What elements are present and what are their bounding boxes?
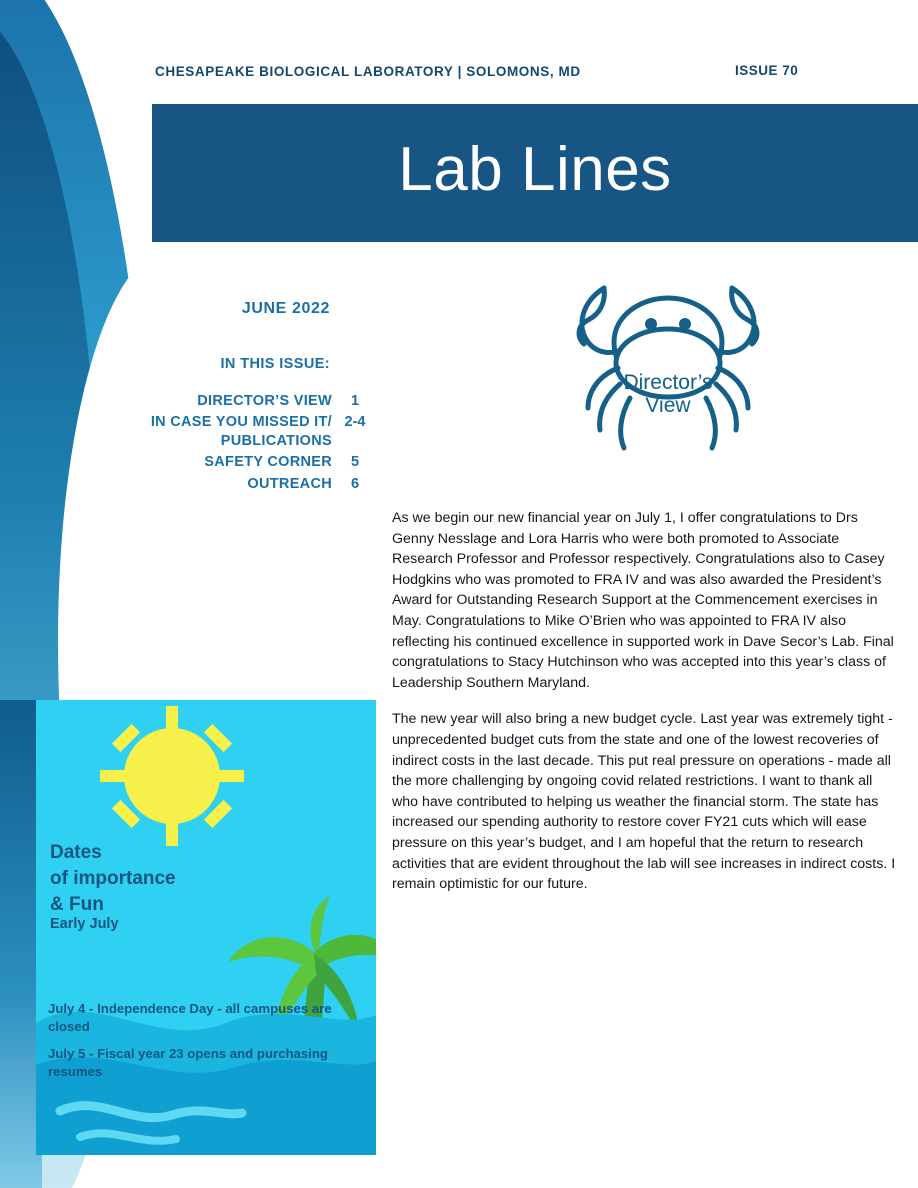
toc-row[interactable] bbox=[120, 413, 378, 451]
toc-page: 6 bbox=[350, 475, 360, 492]
table-of-contents bbox=[120, 392, 378, 496]
in-this-issue-label: IN THIS ISSUE: bbox=[220, 356, 330, 372]
article-body bbox=[392, 508, 900, 911]
toc-row[interactable] bbox=[120, 392, 378, 411]
sun-icon bbox=[124, 728, 220, 824]
toc-label: DIRECTOR’S VIEW bbox=[197, 393, 332, 409]
toc-page: 1 bbox=[350, 393, 360, 409]
toc-label: OUTREACH bbox=[247, 475, 332, 492]
toc-label: SAFETY CORNER bbox=[204, 454, 332, 471]
sun-ray bbox=[216, 770, 244, 782]
dates-title-line2: of importance bbox=[50, 868, 176, 890]
dates-title-line3: & Fun bbox=[50, 894, 104, 916]
page-title: Lab Lines bbox=[398, 135, 672, 204]
crab-icon bbox=[548, 258, 788, 483]
list-item: July 5 - Fiscal year 23 opens and purchasing resumes bbox=[48, 1046, 328, 1079]
issue-number: ISSUE 70 bbox=[735, 63, 799, 78]
article-paragraph: The new year will also bring a new budget cycle. Last year was extremely tight - unprecedented budget cuts from the state and one of the lowest recoveries of indirect costs in the last decade. This put real pressure on operations - made all the more challenging by ongoing covid related restrictions. I want to thank all who have contributed to helping us weather the financial storm. The state has increased our spending authority to restore cover FY21 cuts which will ease pressure on this year’s budget, and I am hopeful that the return to research activities that are evident throughout the lab will see increases in indirect costs. I remain optimistic for our future. bbox=[392, 711, 896, 893]
issue-date: JUNE 2022 bbox=[241, 300, 330, 317]
masthead-text: CHESAPEAKE BIOLOGICAL LABORATORY | SOLOMONS, MD bbox=[155, 64, 581, 79]
dates-card-list bbox=[48, 1000, 366, 1090]
toc-page: 2-4 bbox=[344, 414, 366, 431]
dates-card-subtitle: Early July bbox=[50, 916, 119, 932]
toc-row[interactable] bbox=[120, 453, 378, 472]
dates-of-importance-card bbox=[36, 700, 376, 1155]
dates-card-title bbox=[50, 840, 176, 919]
toc-label: IN CASE YOU MISSED IT/ PUBLICATIONS bbox=[150, 414, 332, 450]
list-item: July 4 - Independence Day - all campuses are closed bbox=[48, 1001, 332, 1034]
title-banner bbox=[152, 104, 918, 242]
article-paragraph: As we begin our new financial year on July 1, I offer congratulations to Drs Genny Nesslage and Lora Harris who were both promoted to Associate Research Professor and Professor respectively. Congratulations also to Casey Hodgkins who was promoted to FRA IV and was also awarded the President’s Award for Outstanding Research Support at the Commencement exercises in May. Congratulations to Mike O’Brien who was appointed to FRA IV also reflecting his continued excellence in supported work in Dave Secor’s Lab. Final congratulations to Stacy Hutchinson who was accepted into this year’s class of Leadership Southern Maryland. bbox=[392, 510, 894, 691]
crab-label-line1: Director’s bbox=[623, 371, 713, 394]
header-strip bbox=[152, 0, 918, 104]
toc-row[interactable] bbox=[120, 475, 378, 494]
toc-page: 5 bbox=[350, 454, 360, 471]
crab-label-line2: View bbox=[645, 393, 691, 417]
dates-title-line1: Dates bbox=[50, 842, 102, 863]
